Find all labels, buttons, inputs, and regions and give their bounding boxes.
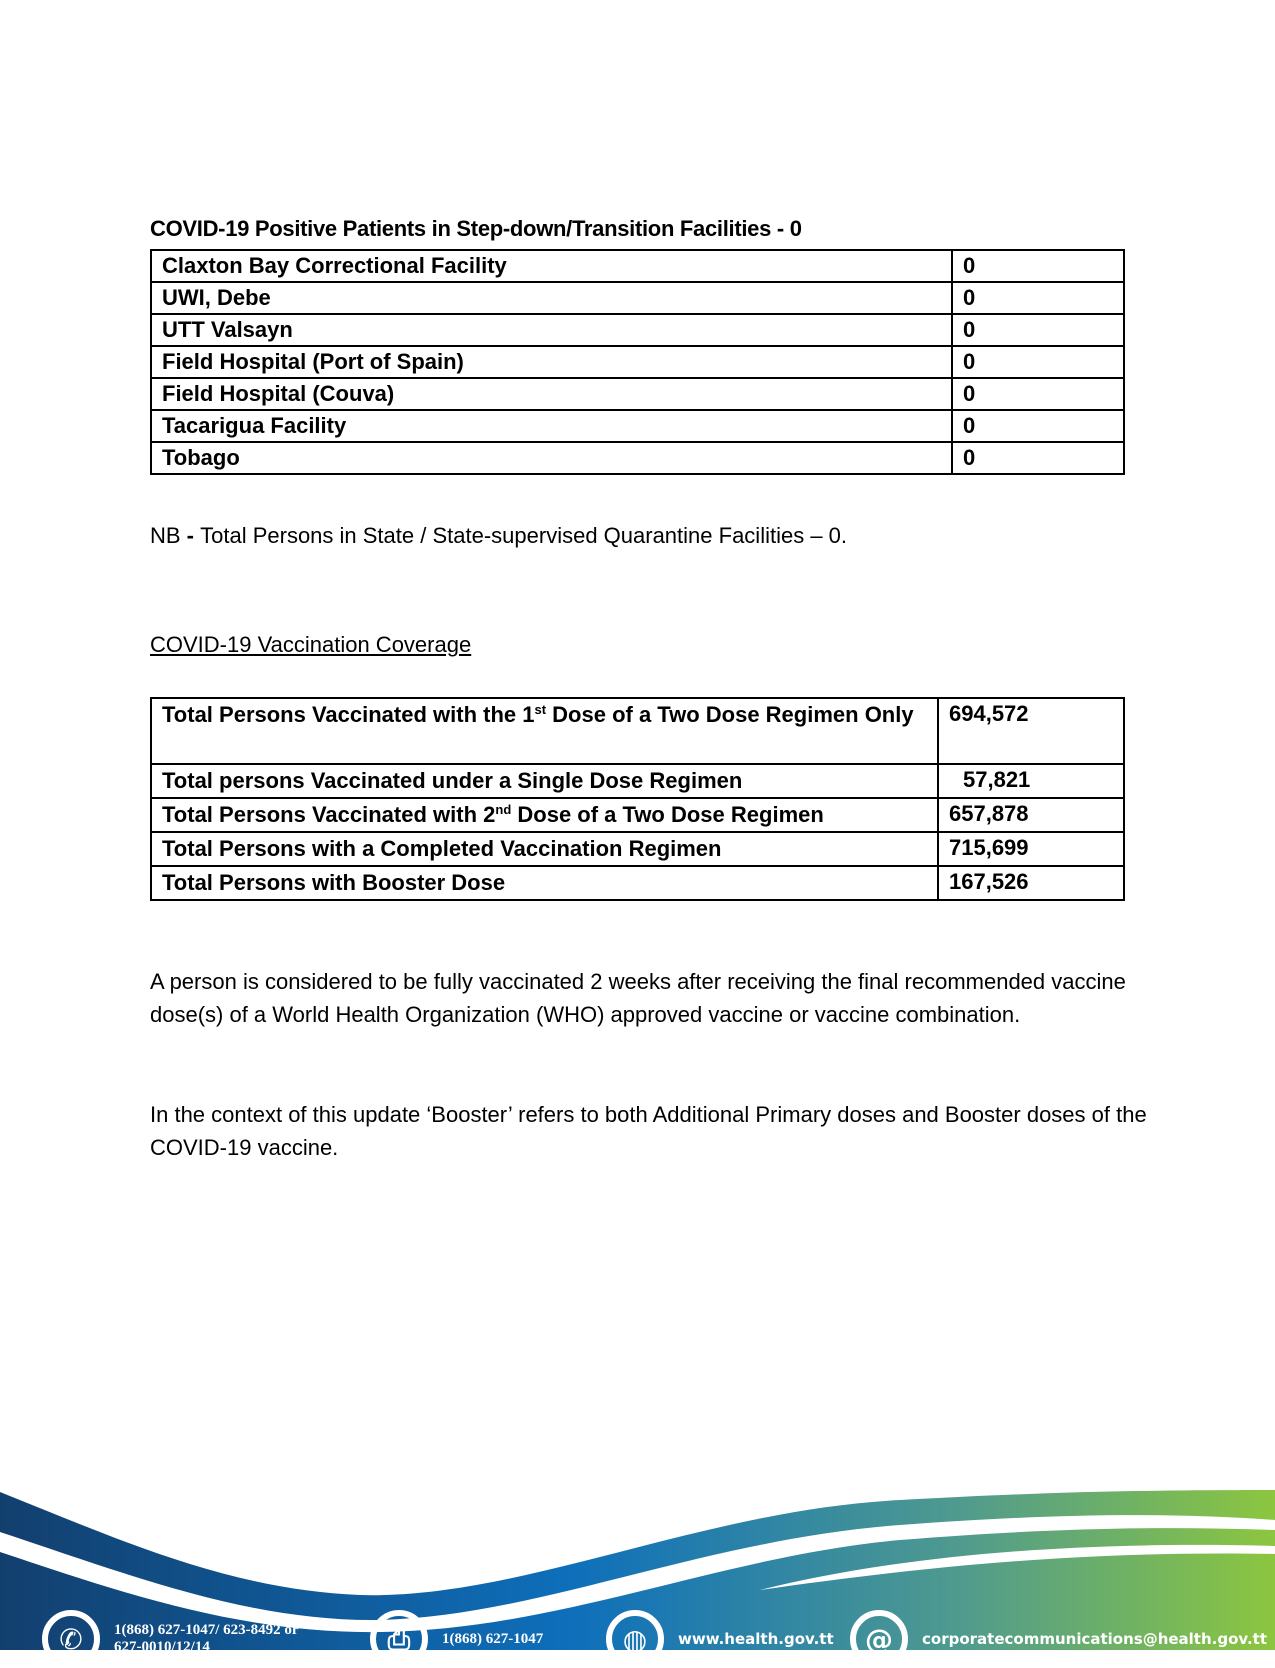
vaccination-table [150, 697, 1125, 901]
table-row [151, 250, 1124, 282]
label-text: Total Persons Vaccinated with 2 [162, 802, 496, 827]
table-row [151, 798, 1124, 832]
contact-email[interactable] [850, 1610, 1267, 1668]
vaccination-label [151, 698, 938, 764]
facility-count: 0 [952, 410, 1124, 442]
fax-number: 1(868) 627-1047 [442, 1630, 544, 1647]
facility-count: 0 [952, 282, 1124, 314]
quarantine-note [150, 523, 847, 549]
vaccination-count: 657,878 [938, 798, 1124, 832]
vaccination-count: 715,699 [938, 832, 1124, 866]
facility-count: 0 [952, 314, 1124, 346]
facility-count: 0 [952, 442, 1124, 474]
vaccination-count: 167,526 [938, 866, 1124, 900]
facility-name: UWI, Debe [151, 282, 952, 314]
facility-name: UTT Valsayn [151, 314, 952, 346]
table-row [151, 442, 1124, 474]
contact-fax[interactable] [370, 1610, 543, 1668]
vaccination-count: 694,572 [938, 698, 1124, 764]
vaccination-count: 57,821 [938, 764, 1124, 798]
nb-prefix: NB [150, 523, 181, 548]
contact-phone[interactable] [42, 1610, 299, 1668]
fax-icon: ⎙ [370, 1610, 428, 1668]
table-row [151, 346, 1124, 378]
facility-name: Tobago [151, 442, 952, 474]
table-row [151, 410, 1124, 442]
vaccination-label [151, 764, 938, 798]
contact-website[interactable] [606, 1610, 834, 1668]
footer-banner [0, 1480, 1275, 1656]
label-text: Dose of a Two Dose Regimen Only [546, 702, 914, 727]
table-row [151, 378, 1124, 410]
label-text: Total Persons with Booster Dose [162, 870, 506, 895]
nb-text: Total Persons in State / State-supervised Quarantine Facilities – 0. [200, 523, 848, 548]
label-text: Total Persons Vaccinated with the 1 [162, 702, 535, 727]
facilities-table [150, 249, 1125, 475]
booster-note: In the context of this update ‘Booster’ refers to both Additional Primary doses and Booster doses of the COVID-19 vaccine. [150, 1102, 1147, 1160]
phone-numbers-line-2: 627-0010/12/14 [114, 1639, 210, 1655]
facility-count: 0 [952, 346, 1124, 378]
vaccination-label [151, 798, 938, 832]
facility-name: Field Hospital (Port of Spain) [151, 346, 952, 378]
nb-dash: - [180, 523, 201, 548]
table-row [151, 832, 1124, 866]
facility-name: Tacarigua Facility [151, 410, 952, 442]
ordinal-suffix: st [534, 702, 547, 717]
globe-icon: ◍ [606, 1610, 664, 1668]
ordinal-suffix: nd [495, 802, 512, 817]
vaccination-heading: COVID-19 Vaccination Coverage [150, 632, 472, 657]
table-row [151, 282, 1124, 314]
table-row [151, 764, 1124, 798]
facility-name: Field Hospital (Couva) [151, 378, 952, 410]
facility-count: 0 [952, 378, 1124, 410]
fully-vaccinated-note: A person is considered to be fully vaccinated 2 weeks after receiving the final recommended vaccine dose(s) of a World Health Organization (WHO) approved vaccine or vaccine combination. [150, 969, 1126, 1027]
label-text: Total Persons with a Completed Vaccination Regimen [162, 836, 722, 861]
facility-name: Claxton Bay Correctional Facility [151, 250, 952, 282]
label-text: Dose of a Two Dose Regimen [511, 802, 824, 827]
table-row [151, 314, 1124, 346]
vaccination-label [151, 866, 938, 900]
email-link[interactable]: corporatecommunications@health.gov.tt [922, 1629, 1267, 1648]
at-icon: @ [850, 1610, 908, 1668]
facilities-title: COVID-19 Positive Patients in Step-down/Transition Facilities - 0 [150, 216, 802, 241]
table-row [151, 866, 1124, 900]
facility-count: 0 [952, 250, 1124, 282]
label-text: Total persons Vaccinated under a Single Dose Regimen [162, 768, 743, 793]
phone-icon: ✆ [42, 1610, 100, 1668]
vaccination-label [151, 832, 938, 866]
table-row [151, 698, 1124, 764]
phone-numbers-line-1: 1(868) 627-1047/ 623-8492 or [114, 1622, 299, 1638]
website-link[interactable]: www.health.gov.tt [678, 1629, 834, 1648]
